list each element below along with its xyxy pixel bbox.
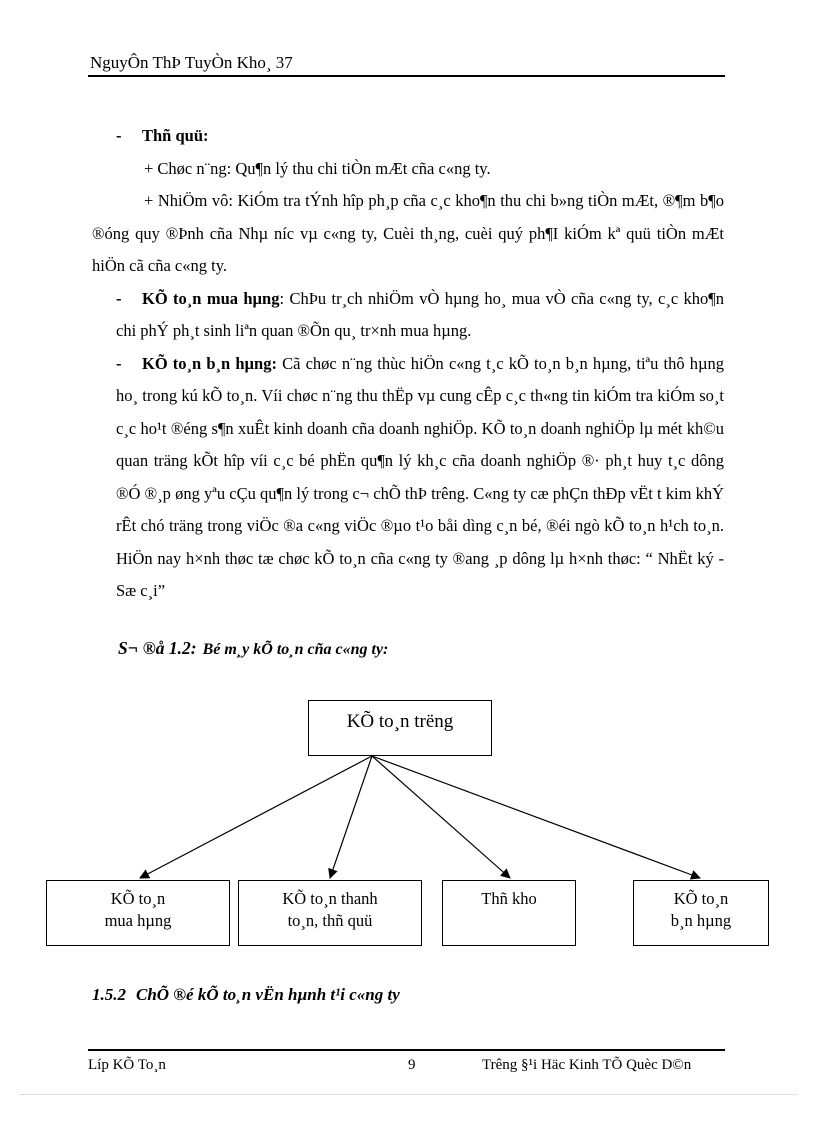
box-line: KÕ to¸n thanh <box>282 889 378 908</box>
section-heading <box>92 985 400 1005</box>
bullet-dash: - <box>116 126 122 145</box>
bullet-dash: - <box>116 353 122 373</box>
header-title: NguyÔn ThÞ TuyÒn Kho¸ 37 <box>90 53 293 72</box>
bullet-ban-hang-text: Cã chøc n¨ng thùc hiÖn c«ng t¸c kÕ to¸n b¸n hµng, tiªu thô hµng ho¸ trong kú kÕ to¸n. Víi chøc n¨ng thu thËp vµ cung cÊp c¸c th«ng tin kiÓm tra kiÓm so¸t c¸c ho¹t ®éng s¶n xuÊt kinh doanh cña doanh nghiÖp. KÕ to¸n doanh nghiÖp lµ mét kh©u quan träng kÕt hîp víi c¸c bé phËn qu¶n lý kh¸c cña doanh nghiÖp ®· ph¸t huy t¸c dông ®Ó ®¸p øng yªu cÇu qu¶n lý trong c¬ chÕ thÞ trêng. C«ng ty cæ phÇn thÐp vËt t kim khÝ rÊt chó träng trong viÖc ®a c«ng viÖc ®µo t¹o båi dìng c¸n bé, ®éi ngò kÕ to¸n h¹ch to¸n. HiÖn nay h×nh thøc tæ chøc kÕ to¸n cña c«ng ty ®ang ¸p dông lµ h×nh thøc: “ NhËt ký - Sæ c¸i” <box>116 353 724 600</box>
thu-quy-function: + Chøc n¨ng: Qu¶n lý thu chi tiÒn mÆt cña c«ng ty. <box>144 158 491 178</box>
box-ke-toan-truong-label: KÕ to¸n trëng <box>346 711 454 732</box>
thu-quy-duty: + NhiÖm vô: KiÓm tra tÝnh hîp ph¸p cña c¸c kho¶n thu chi b»ng tiÒn mÆt, ®¶m b¶o ®óng quy ®Þnh cña Nhµ níc vµ c«ng ty, Cuèi th¸ng, cuèi quý ph¶I kiÓm kª quü tiÒn mÆt hiÖn cã cña c«ng ty. <box>92 191 724 275</box>
box-ke-toan-truong <box>308 700 492 756</box>
page-edge-dotted-line <box>20 1094 796 1095</box>
arrow-to-thu-kho <box>372 756 510 878</box>
bullet-dash: - <box>116 288 122 308</box>
footer-rule <box>88 1049 725 1051</box>
section-title: ChÕ ®é kÕ to¸n vËn hµnh t¹i c«ng ty <box>136 985 400 1004</box>
box-line: mua hµng <box>104 911 172 930</box>
footer-university: Trêng §¹i Häc Kinh TÕ Quèc D©n <box>482 1057 692 1073</box>
diagram-caption-label: S¬ ®å 1.2: <box>118 638 197 658</box>
footer-page-number: 9 <box>408 1057 416 1073</box>
box-ke-toan-ban-hang <box>633 880 769 946</box>
box-line: b¸n hµng <box>670 911 732 930</box>
box-line: KÕ to¸n <box>110 889 166 908</box>
box-ke-toan-mua-hang <box>46 880 230 946</box>
bullet-ban-hang-label: KÕ to¸n b¸n hµng: <box>142 353 277 373</box>
box-line: KÕ to¸n <box>673 889 729 908</box>
arrow-to-mua-hang <box>140 756 372 878</box>
box-line: Thñ kho <box>481 889 537 908</box>
bullet-mua-hang-label: KÕ to¸n mua hµng <box>142 288 280 308</box>
bullet-thu-quy-label: Thñ quü: <box>142 126 209 145</box>
footer-class: Líp KÕ To¸n <box>88 1057 166 1073</box>
box-thu-kho <box>442 880 576 946</box>
diagram-caption-title: Bé m¸y kÕ to¸n cña c«ng ty: <box>202 641 389 658</box>
box-line: to¸n, thñ quü <box>287 911 373 930</box>
section-number: 1.5.2 <box>92 985 126 1004</box>
box-ke-toan-thanh-toan <box>238 880 422 946</box>
bullet-mua-hang-text: : ChÞu tr¸ch nhiÖm vÒ hµng ho¸ mua vÒ cña c«ng ty, c¸c kho¶n chi phÝ ph¸t sinh liªn quan ®Õn qu¸ tr×nh mua hµng. <box>116 288 724 340</box>
arrow-to-ban-hang <box>372 756 700 878</box>
